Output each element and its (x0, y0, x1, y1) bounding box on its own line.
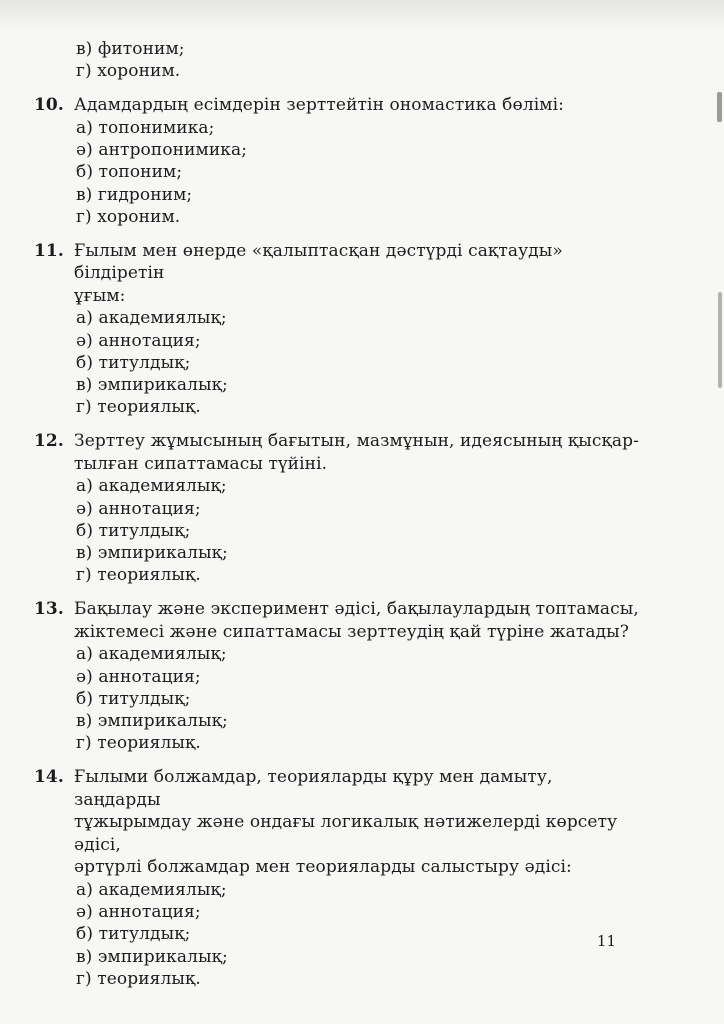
option-line: г) теориялық. (76, 565, 201, 586)
question-line: жіктемесі және сипаттамасы зерттеудің қай түріне жатады? (74, 621, 629, 642)
scan-shadow (0, 0, 724, 34)
option-line: г) хороним. (76, 61, 181, 82)
question-13 (34, 598, 644, 754)
question-14 (34, 766, 644, 990)
page-number: 11 (596, 932, 616, 950)
question-12 (34, 430, 644, 586)
question-number: 10. (34, 95, 64, 116)
question-text (34, 94, 644, 117)
option-list (34, 879, 644, 990)
question-line: Адамдардың есімдерін зерттейтін ономастика бөлімі: (74, 95, 564, 116)
scan-edge-mark (717, 92, 722, 122)
question-line: тылған сипаттамасы түйіні. (74, 453, 328, 474)
question-number: 11. (34, 240, 64, 261)
option-line: ә) аннотация; (76, 666, 201, 687)
question-line: Бақылау және эксперимент әдісі, бақылаулардың топтамасы, (74, 599, 639, 620)
question-number: 14. (34, 767, 64, 788)
question-text (34, 240, 644, 308)
question-10 (34, 94, 644, 228)
option-line: б) титулдық; (76, 924, 191, 945)
option-line: б) топоним; (76, 162, 183, 183)
question-line: тұжырымдау және ондағы логикалық нәтижелерді көрсету әдісі, (74, 812, 618, 855)
option-line: в) эмпирикалық; (76, 711, 228, 732)
option-line: а) академиялық; (76, 476, 227, 497)
question-11 (34, 240, 644, 419)
question-line: Ғылыми болжамдар, теорияларды құру мен дамыту, заңдарды (74, 767, 553, 810)
option-line: в) эмпирикалық; (76, 375, 228, 396)
option-line: б) титулдық; (76, 520, 191, 541)
question-text (34, 766, 644, 879)
question-line: Зерттеу жұмысының бағытын, мазмұнын, идеясының қысқар- (74, 431, 639, 452)
option-line: в) гидроним; (76, 184, 193, 205)
option-line: г) теориялық. (76, 733, 201, 754)
question-line: Ғылым мен өнерде «қалыптасқан дәстүрді сақтауды» білдіретін (74, 240, 563, 284)
option-line: г) теориялық. (76, 968, 201, 989)
question-list (34, 38, 644, 990)
option-line: г) теориялық. (76, 397, 201, 418)
option-line: в) фитоним; (76, 39, 185, 59)
option-line: в) эмпирикалық; (76, 543, 228, 564)
question-number: 12. (34, 431, 64, 452)
option-line: ә) аннотация; (76, 902, 201, 923)
option-list (34, 307, 644, 418)
question-line: әртүрлі болжамдар мен теорияларды салыстыру әдісі: (74, 857, 572, 878)
scan-edge-mark (718, 292, 722, 388)
option-list (34, 117, 644, 228)
option-line: в) эмпирикалық; (76, 946, 228, 967)
option-line: а) академиялық; (76, 308, 227, 329)
option-line: а) академиялық; (76, 644, 227, 665)
option-list (34, 475, 644, 586)
question-number: 13. (34, 599, 64, 620)
option-line: г) хороним. (76, 206, 181, 227)
option-line: б) титулдық; (76, 688, 191, 709)
question-text (34, 598, 644, 643)
question-text (34, 430, 644, 475)
option-line: а) топонимика; (76, 117, 215, 138)
option-line: ә) антропонимика; (76, 140, 248, 161)
option-line: ә) аннотация; (76, 330, 201, 351)
option-line: ә) аннотация; (76, 498, 201, 519)
question-line: ұғым: (74, 285, 126, 306)
option-line: а) академиялық; (76, 879, 227, 900)
option-list (34, 643, 644, 754)
option-line: б) титулдық; (76, 352, 191, 373)
